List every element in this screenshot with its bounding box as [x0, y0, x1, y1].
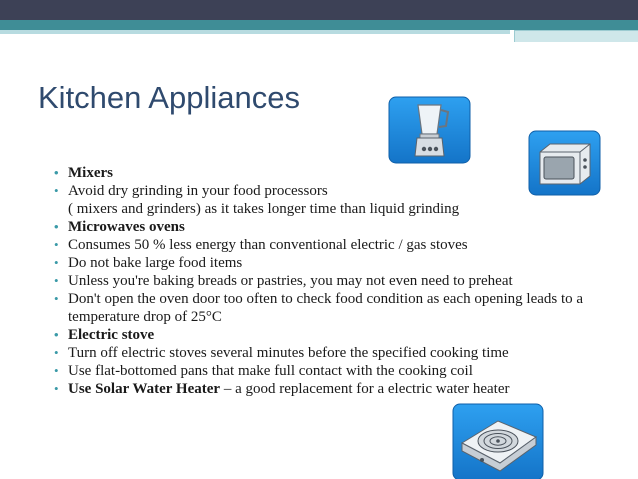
list-item: • Consumes 50 % less energy than conventional electric / gas stoves: [54, 236, 614, 254]
list-item: • Use Solar Water Heater – a good replacement for a electric water heater: [54, 380, 614, 398]
bullet-list: [54, 164, 614, 398]
slide-title: Kitchen Appliances: [38, 80, 300, 115]
list-item: • Unless you're baking breads or pastries, you may not even need to preheat: [54, 272, 614, 290]
list-item: • Mixers: [54, 164, 614, 182]
header-band-light: [0, 30, 510, 34]
blender-icon: [388, 96, 471, 164]
list-item: • Do not bake large food items: [54, 254, 614, 272]
list-item: • Use flat-bottomed pans that make full contact with the cooking coil: [54, 362, 614, 380]
header-band-tab: [514, 30, 638, 42]
electric-stove-icon: [452, 403, 544, 479]
list-item: • Don't open the oven door too often to check food condition as each opening leads to a temperature drop of 25°C: [54, 290, 614, 326]
list-item: • Microwaves ovens: [54, 218, 614, 236]
solar-heater-heading: Use Solar Water Heater: [68, 381, 221, 397]
list-item: • Electric stove: [54, 326, 614, 344]
list-item: • Turn off electric stoves several minutes before the specified cooking time: [54, 344, 614, 362]
header-band-teal: [0, 20, 638, 30]
list-item: • Avoid dry grinding in your food processors ( mixers and grinders) as it takes longer time than liquid grinding: [54, 182, 614, 218]
header-band-dark: [0, 0, 638, 20]
